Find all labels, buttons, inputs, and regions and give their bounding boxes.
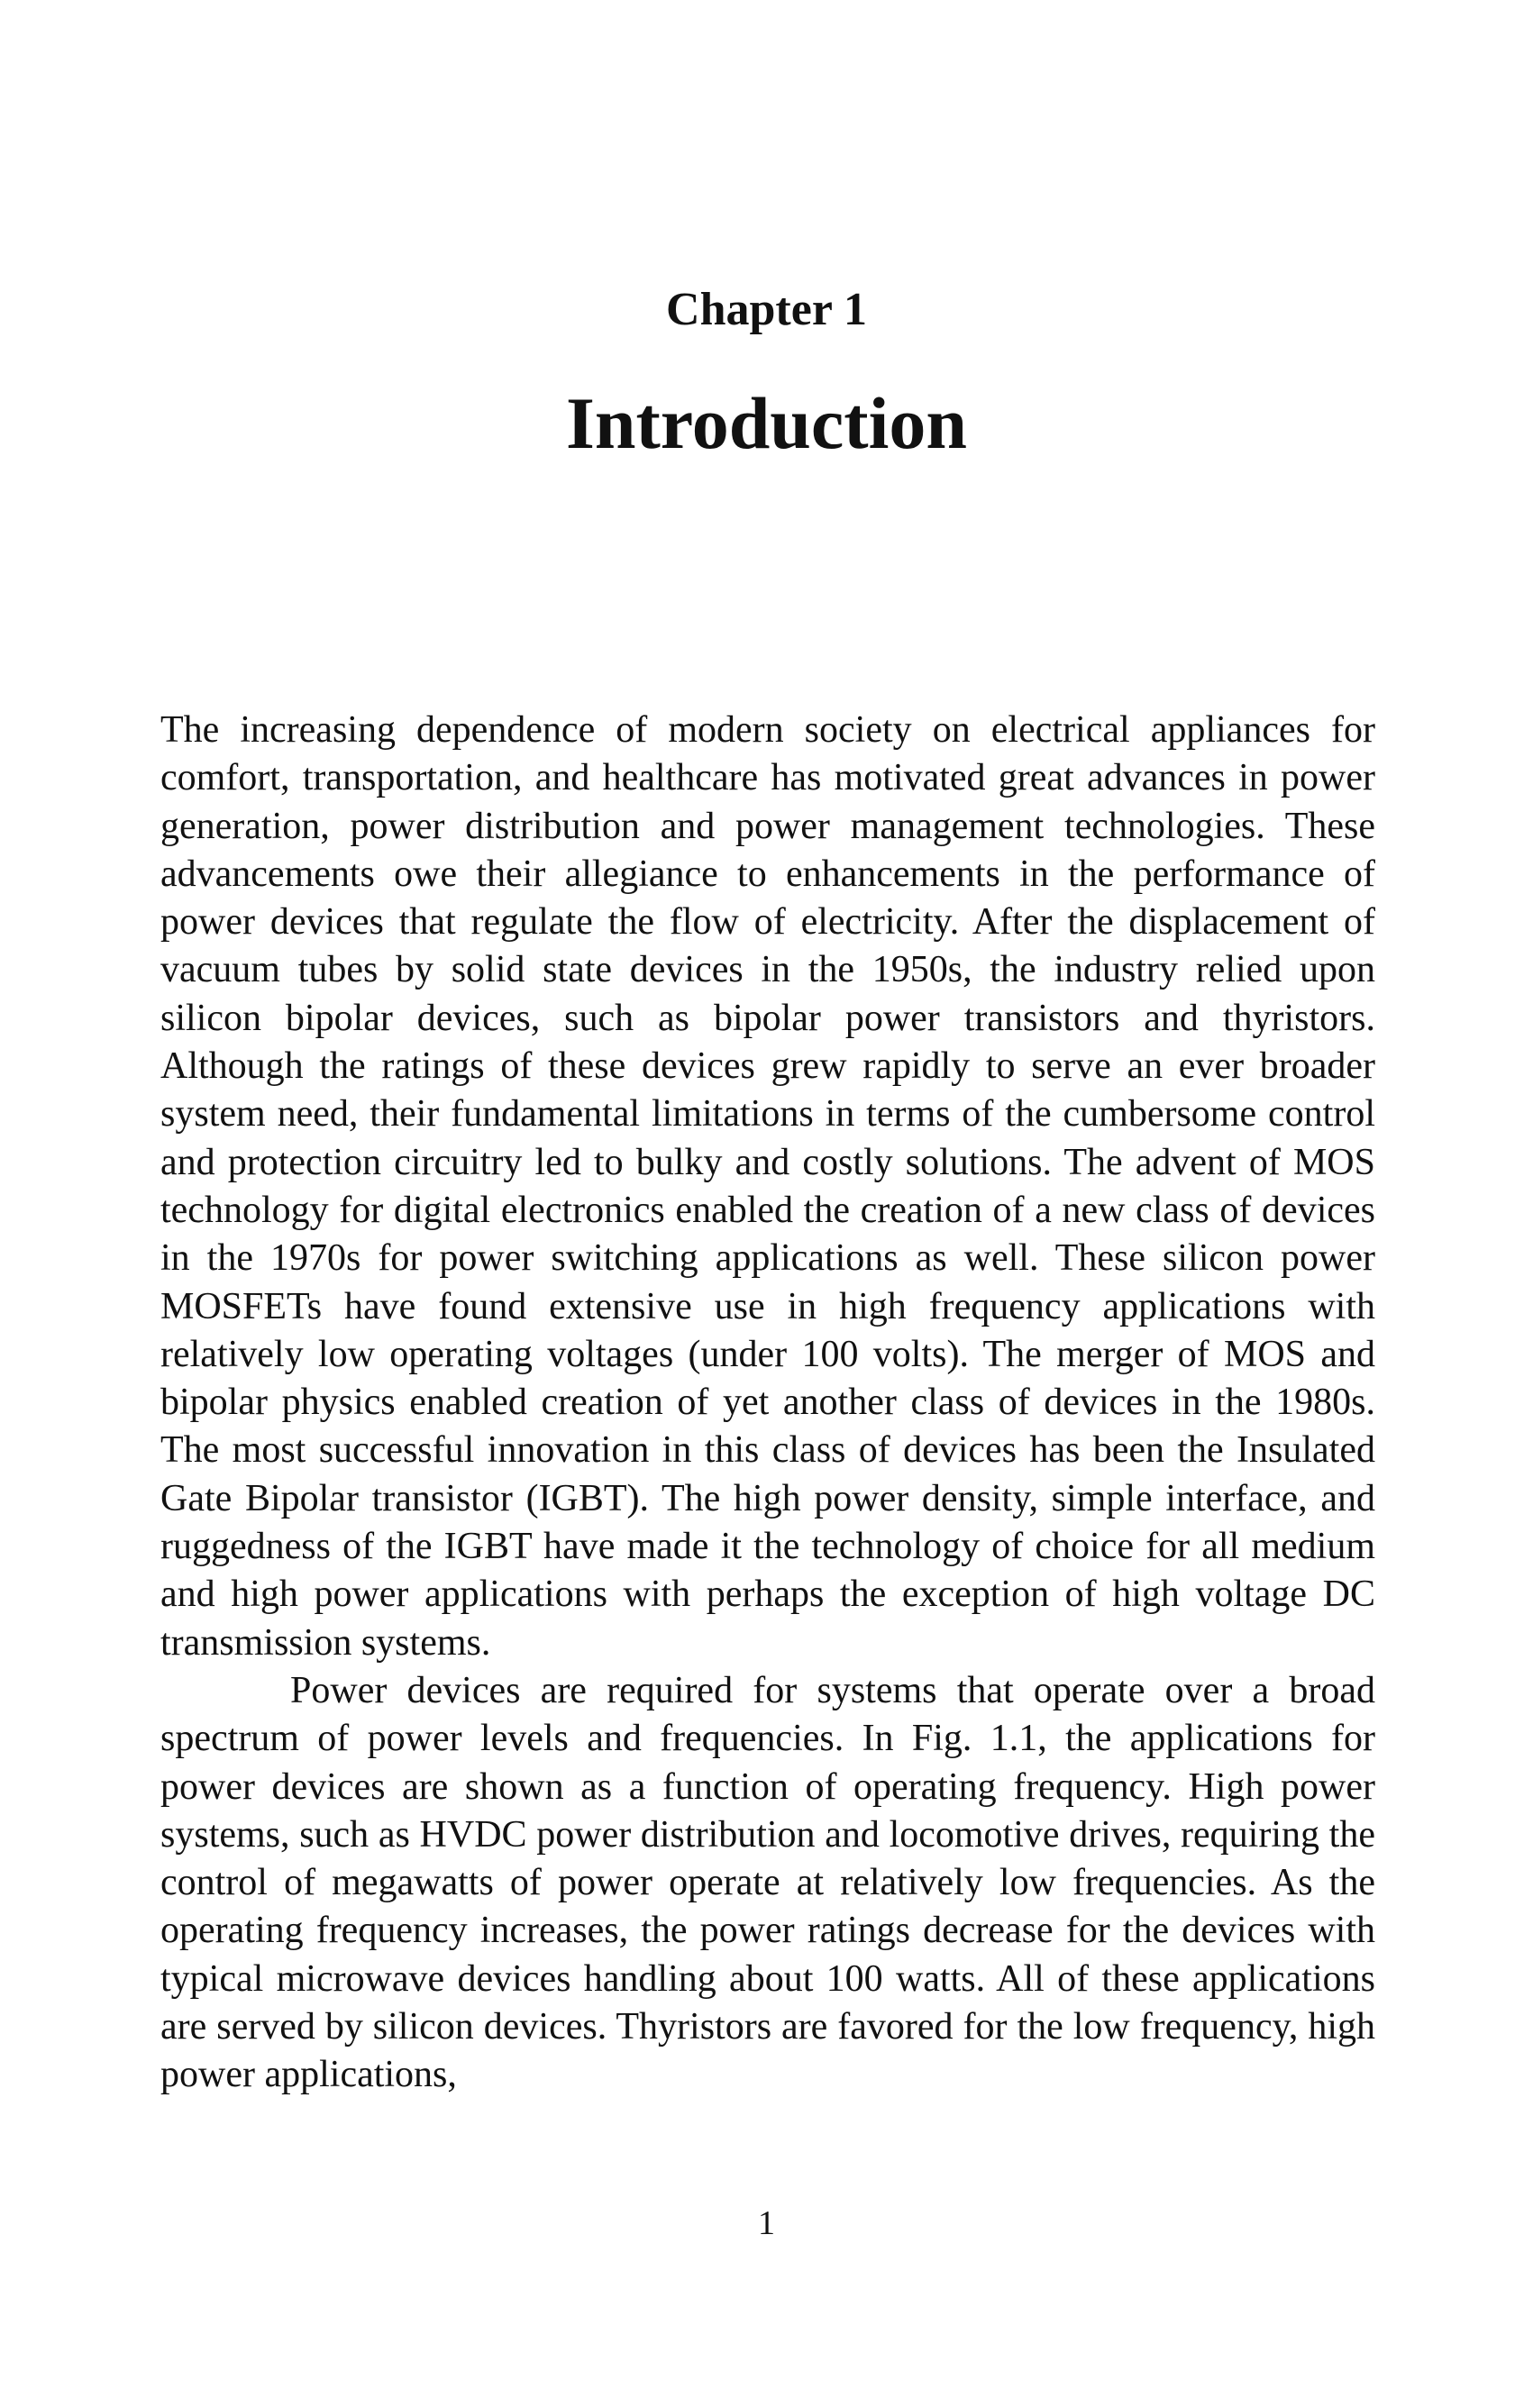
chapter-label: Chapter 1 <box>666 284 867 335</box>
paragraph: Power devices are required for systems that operate over a broad spectrum of power levels and frequencies. In Fig. 1.1, the applications for power devices are shown as a function of operating frequency. High power systems, such as HVDC power distribution and locomotive drives, requiring the control of megawatts of power operate at relatively low frequencies. As the operating frequency increases, the power ratings decrease for the devices with typical microwave devices handling about 100 watts. All of these applications are served by silicon devices. Thyristors are favored for the low frequency, high power applications, <box>160 1669 1375 2096</box>
paragraph: The increasing dependence of modern society on electrical appliances for comfort, transportation, and healthcare has motivated great advances in power generation, power distribution and power management technologies. These advancements owe their allegiance to enhancements in the performance of power devices that regulate the flow of electricity. After the displacement of vacuum tubes by solid state devices in the 1950s, the industry relied upon silicon bipolar devices, such as bipolar power transistors and thyristors. Although the ratings of these devices grew rapidly to serve an ever broader system need, their fundamental limitations in terms of the cumbersome control and protection circuitry led to bulky and costly solutions. The advent of MOS technology for digital electronics enabled the creation of a new class of devices in the 1970s for power switching applications as well. These silicon power MOSFETs have found extensive use in high frequency applications with relatively low operating voltages (under 100 volts). The merger of MOS and bipolar physics enabled creation of yet another class of devices in the 1980s. The most successful innovation in this class of devices has been the Insulated Gate Bipolar transistor (IGBT). The high power density, simple interface, and ruggedness of the IGBT have made it the technology of choice for all medium and high power applications with perhaps the exception of high voltage DC transmission systems. <box>160 709 1375 1664</box>
body-text <box>160 707 1375 2100</box>
chapter-title: Introduction <box>565 382 968 464</box>
page-number: 1 <box>758 2204 775 2242</box>
